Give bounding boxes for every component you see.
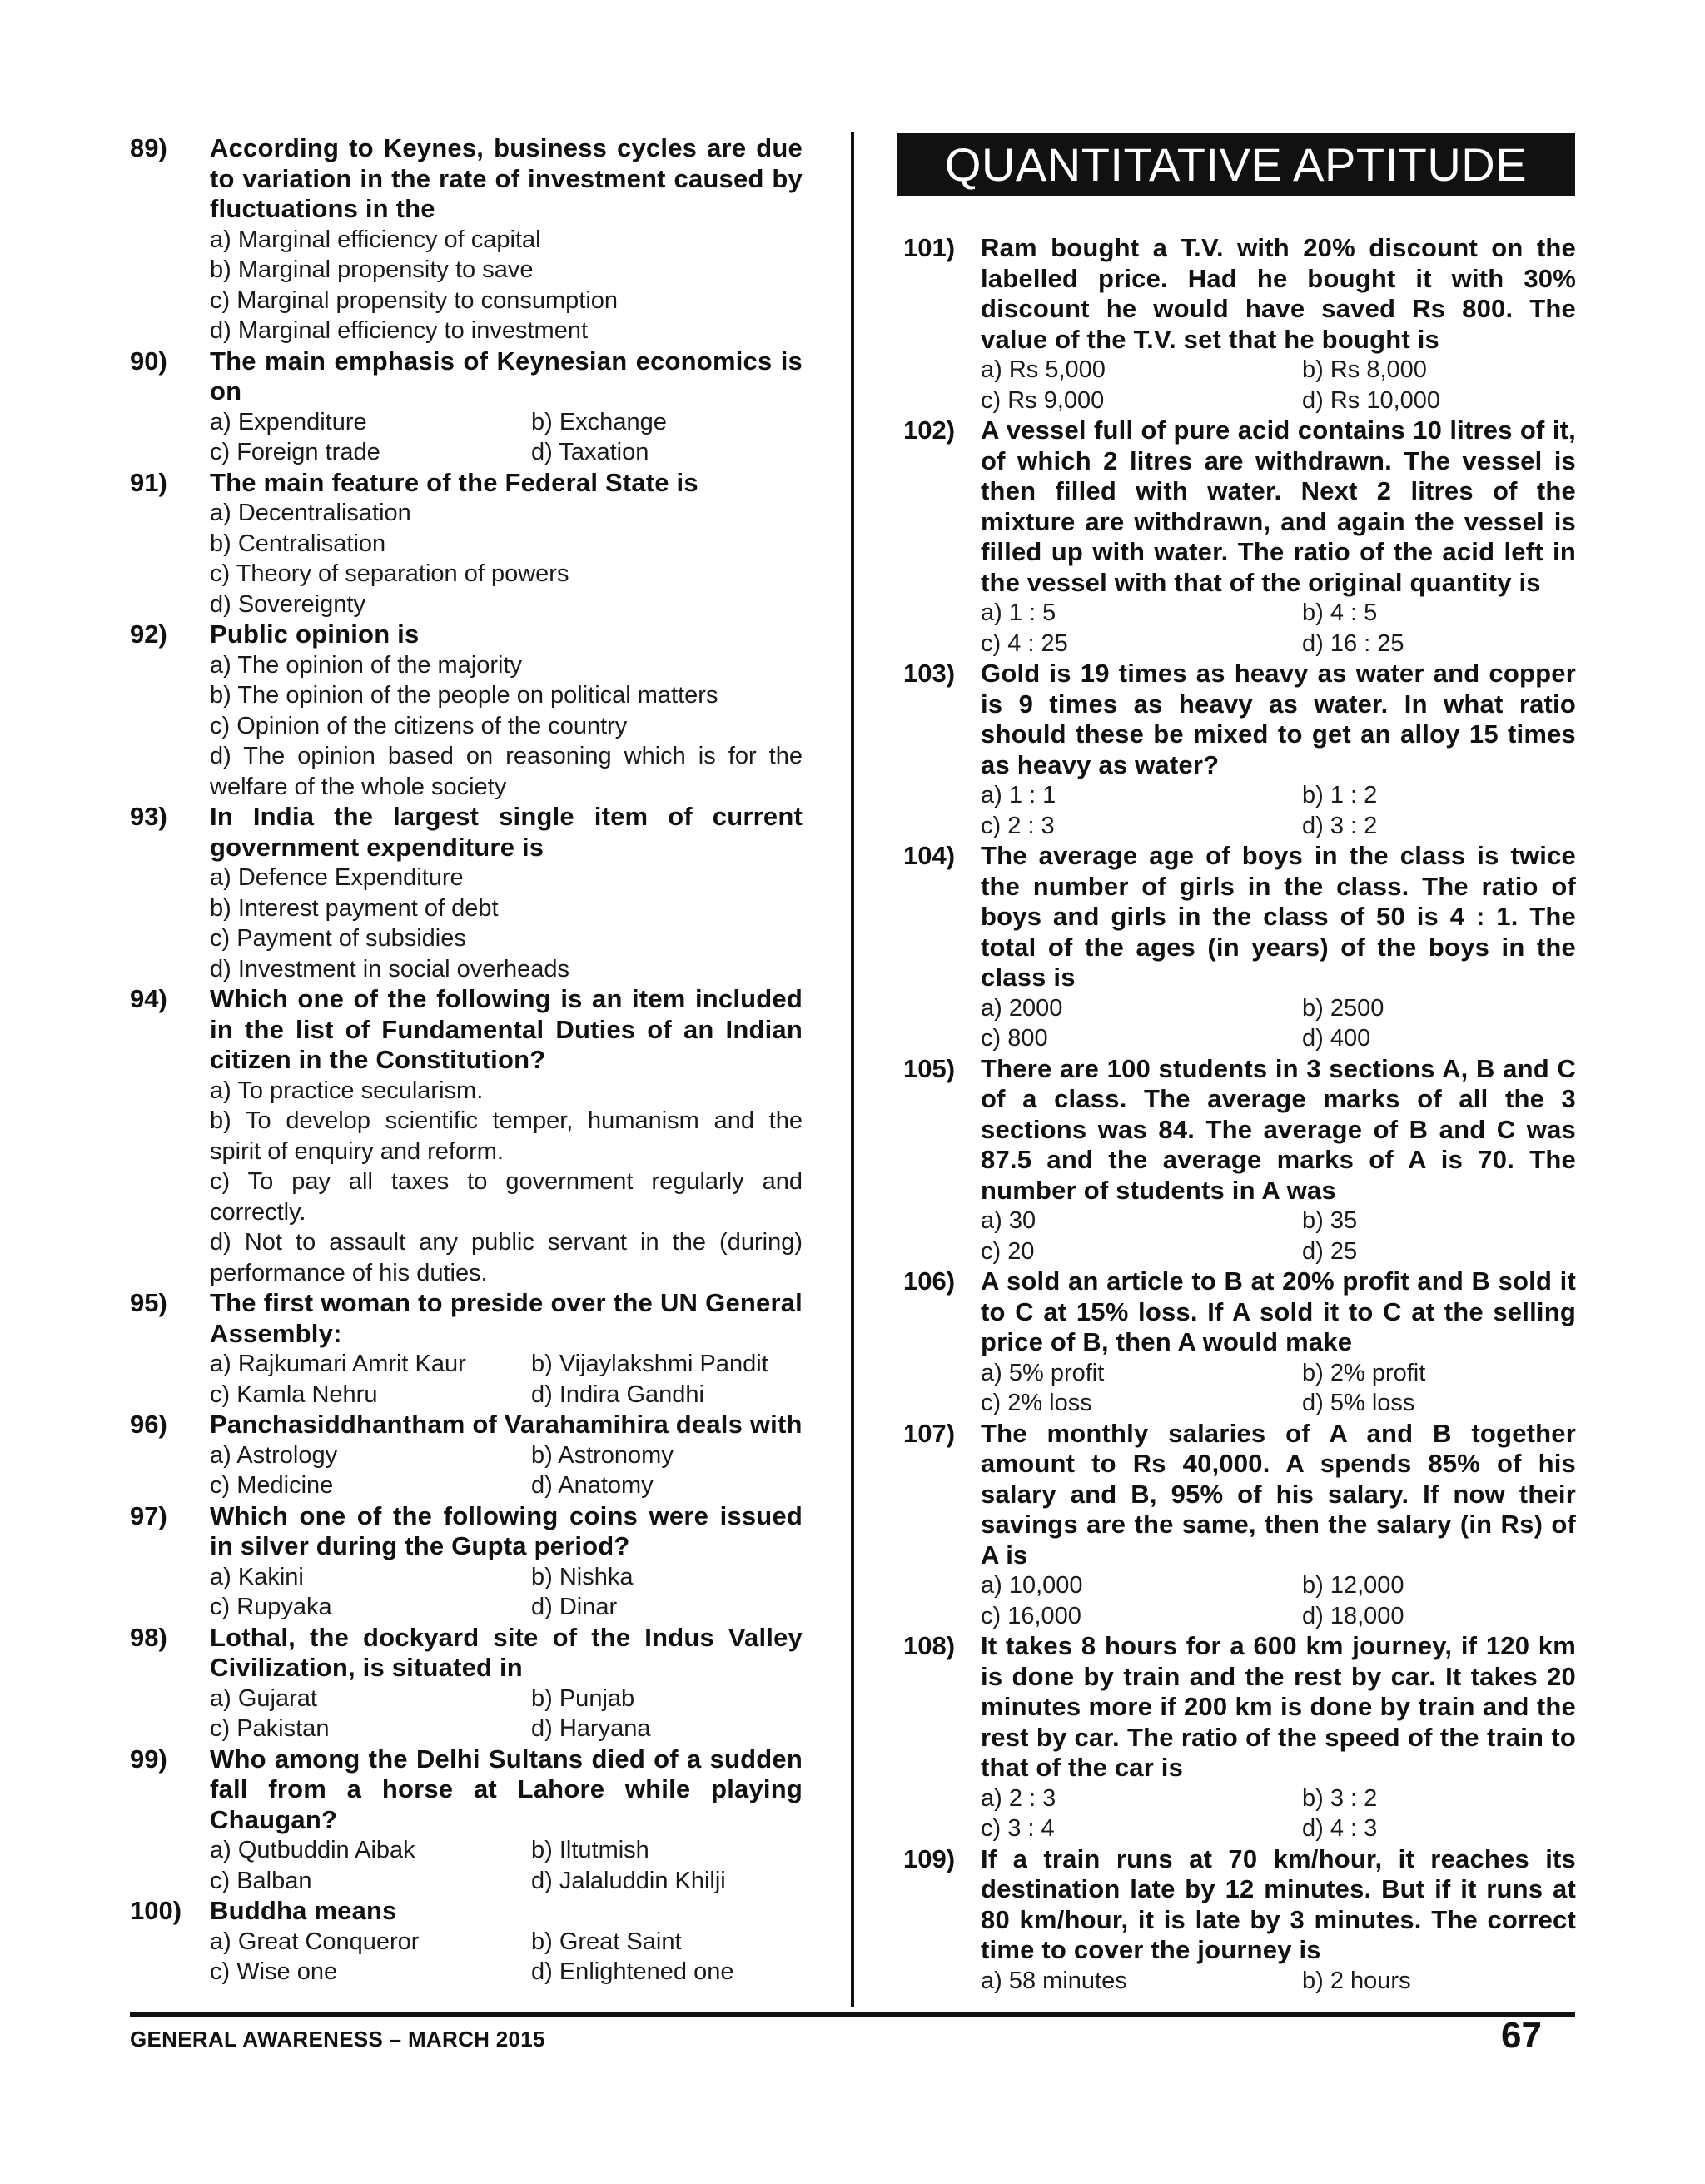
answer-option: a) To practice secularism.: [210, 1077, 484, 1104]
question-stem: Who among the Delhi Sultans died of a sudden fall from a horse at Lahore while playing Chaugan?: [210, 1744, 803, 1834]
answer-option: d) Indira Gandhi: [531, 1381, 704, 1408]
question-number: 103): [903, 659, 956, 688]
question-body: [210, 1501, 803, 1623]
question-number: 102): [903, 415, 956, 445]
answer-option: b) 2500: [1302, 994, 1384, 1022]
answer-options: [981, 780, 1576, 841]
question-stem: Lothal, the dockyard site of the Indus Valley Civilization, is situated in: [210, 1622, 803, 1682]
question-item: [130, 346, 803, 468]
answer-option: a) 58 minutes: [981, 1967, 1127, 1994]
answer-option: a) Decentralisation: [210, 500, 411, 526]
question-number: 89): [130, 133, 167, 162]
question-stem: Public opinion is: [210, 619, 420, 649]
question-number: 91): [130, 467, 167, 497]
answer-option: c) 20: [981, 1237, 1035, 1265]
answer-option: a) Rs 5,000: [981, 356, 1106, 383]
answer-option: d) Marginal efficiency to investment: [210, 317, 589, 344]
question-stem: A sold an article to B at 20% profit and B sold it to C at 15% loss. If A sold it to C at the selling price of B, then A would make: [981, 1266, 1576, 1356]
answer-option: a) Qutbuddin Aibak: [210, 1837, 415, 1863]
question-body: [210, 1288, 803, 1410]
answer-option: a) 2 : 3: [981, 1784, 1056, 1812]
answer-option: a) Expenditure: [210, 408, 367, 435]
answer-option: d) 16 : 25: [1302, 629, 1404, 657]
question-body: [210, 1744, 803, 1897]
question-body: [981, 659, 1576, 841]
question-stem: A vessel full of pure acid contains 10 litres of it, of which 2 litres are withdrawn. The vessel is then filled with water. Next 2 litres of the mixture are withdrawn, and again the vessel is filled up with water. The ratio of the acid left in the vessel with that of the original quantity is: [981, 415, 1576, 597]
answer-option: a) The opinion of the majority: [210, 651, 523, 679]
answer-option: b) Marginal propensity to save: [210, 256, 534, 283]
question-stem: The monthly salaries of A and B together amount to Rs 40,000. A spends 85% of his salary and B, 95% of his salary. If now their savings are the same, then the salary (in Rs) of A is: [981, 1418, 1576, 1570]
answer-option: a) 30: [981, 1207, 1036, 1234]
answer-option: b) Great Saint: [531, 1928, 682, 1955]
answer-option: b) 1 : 2: [1302, 782, 1378, 808]
question-stem: The main feature of the Federal State is: [210, 467, 698, 497]
answer-options: [981, 1784, 1576, 1844]
answer-option: b) 12,000: [1302, 1572, 1404, 1599]
question-number: 92): [130, 619, 167, 649]
question-number: 90): [130, 346, 167, 376]
answer-option: b) Astronomy: [531, 1441, 674, 1469]
question-stem: Which one of the following coins were issued in silver during the Gupta period?: [210, 1500, 803, 1560]
question-body: [210, 468, 803, 620]
answer-option: d) Jalaluddin Khilji: [531, 1867, 726, 1894]
question-item: [903, 415, 1576, 659]
question-stem: Gold is 19 times as heavy as water and copper is 9 times as heavy as water. In what ratio should these be mixed to get an alloy 15 times as heavy as water?: [981, 659, 1576, 779]
answer-option: a) 5% profit: [981, 1359, 1105, 1386]
question-body: [210, 984, 803, 1288]
answer-options: [210, 863, 803, 984]
question-stem: The first woman to preside over the UN General Assembly:: [210, 1288, 803, 1348]
answer-options: [210, 1684, 803, 1744]
question-number: 100): [130, 1896, 182, 1925]
question-body: [210, 1623, 803, 1744]
answer-option: c) Theory of separation of powers: [210, 560, 569, 587]
answer-option: b) Exchange: [531, 408, 667, 435]
question-stem: Which one of the following is an item included in the list of Fundamental Duties of an Indian citizen in the Constitution?: [210, 984, 803, 1074]
question-body: [210, 1410, 803, 1501]
answer-option: a) 10,000: [981, 1572, 1083, 1599]
question-number: 99): [130, 1744, 167, 1774]
footer-title: GENERAL AWARENESS – MARCH 2015: [130, 2027, 545, 2052]
page-number: 67: [1501, 2015, 1542, 2056]
question-item: [130, 802, 803, 984]
answer-option: d) Enlightened one: [531, 1958, 734, 1985]
answer-option: b) 35: [1302, 1207, 1358, 1234]
answer-option: b) Interest payment of debt: [210, 894, 499, 922]
answer-option: a) Astrology: [210, 1441, 338, 1469]
answer-option: c) Kamla Nehru: [210, 1381, 378, 1408]
answer-option: d) Investment in social overheads: [210, 955, 569, 983]
answer-option: c) Rupyaka: [210, 1594, 332, 1620]
question-body: [210, 133, 803, 346]
question-number: 108): [903, 1631, 956, 1660]
answer-option: d) Anatomy: [531, 1472, 654, 1499]
question-stem: The main emphasis of Keynesian economics is on: [210, 346, 803, 405]
answer-option: a) Rajkumari Amrit Kaur: [210, 1351, 466, 1377]
left-column: [130, 133, 803, 1987]
question-stem: There are 100 students in 3 sections A, B and C of a class. The average marks of all the 3 sections was 84. The average of B and C was 87.5 and the average marks of A is 70. The number of students in A was: [981, 1053, 1576, 1205]
question-item: [130, 468, 803, 620]
question-item: [903, 1844, 1576, 1997]
question-number: 94): [130, 984, 167, 1013]
question-stem: Buddha means: [210, 1896, 397, 1925]
answer-option: d) Dinar: [531, 1594, 618, 1620]
answer-option: c) 4 : 25: [981, 629, 1068, 657]
question-body: [210, 802, 803, 984]
question-item: [130, 1623, 803, 1744]
answer-options: [210, 1349, 803, 1410]
answer-options: [210, 1562, 803, 1623]
answer-option: a) 1 : 5: [981, 599, 1056, 626]
answer-option: a) Defence Expenditure: [210, 864, 464, 891]
answer-option: b) Centralisation: [210, 530, 386, 557]
question-stem: If a train runs at 70 km/hour, it reaches its destination late by 12 minutes. But if it runs at 80 km/hour, it is late by 3 minutes. The correct time to cover the journey is: [981, 1843, 1576, 1964]
question-body: [981, 415, 1576, 659]
question-body: [981, 1266, 1576, 1419]
answer-option: c) Opinion of the citizens of the country: [210, 712, 628, 739]
question-body: [981, 1631, 1576, 1844]
answer-option: d) The opinion based on reasoning which is for the welfare of the whole society: [210, 743, 803, 800]
question-item: [903, 1266, 1576, 1419]
question-number: 109): [903, 1843, 956, 1873]
question-item: [130, 1896, 803, 1987]
answer-options: [981, 355, 1576, 415]
answer-option: c) 2 : 3: [981, 812, 1055, 839]
question-number: 105): [903, 1053, 956, 1083]
answer-options: [210, 650, 803, 803]
question-item: [903, 233, 1576, 415]
answer-options: [210, 498, 803, 619]
answer-option: d) Taxation: [531, 439, 649, 465]
question-item: [903, 659, 1576, 841]
answer-option: c) Balban: [210, 1867, 312, 1894]
question-item: [130, 133, 803, 346]
question-item: [903, 841, 1576, 1054]
answer-option: d) Rs 10,000: [1302, 386, 1441, 414]
question-item: [130, 1288, 803, 1410]
answer-options: [210, 225, 803, 346]
answer-option: b) Rs 8,000: [1302, 356, 1427, 383]
answer-option: a) Kakini: [210, 1563, 304, 1590]
question-item: [130, 1501, 803, 1623]
answer-option: c) Rs 9,000: [981, 386, 1105, 414]
answer-option: c) Payment of subsidies: [210, 925, 466, 952]
answer-option: b) Nishka: [531, 1563, 634, 1590]
section-header: QUANTITATIVE APTITUDE: [897, 133, 1575, 196]
question-stem: In India the largest single item of current government expenditure is: [210, 802, 803, 862]
question-number: 93): [130, 802, 167, 831]
answer-option: b) Iltutmish: [531, 1837, 649, 1863]
answer-options: [210, 1076, 803, 1289]
answer-options: [981, 1570, 1576, 1631]
answer-option: c) To pay all taxes to government regularly and correctly.: [210, 1168, 803, 1226]
answer-option: b) 3 : 2: [1302, 1784, 1378, 1812]
question-item: [130, 619, 803, 802]
question-stem: Ram bought a T.V. with 20% discount on the labelled price. Had he bought it with 30% discount he would have saved Rs 800. The value of the T.V. set that he bought is: [981, 233, 1576, 354]
question-stem: It takes 8 hours for a 600 km journey, if 120 km is done by train and the rest by car. It takes 20 minutes more if 200 km is done by train and the rest by car. The ratio of the speed of the train to that of the car is: [981, 1631, 1576, 1782]
question-number: 97): [130, 1500, 167, 1530]
answer-option: c) 800: [981, 1025, 1048, 1052]
answer-option: d) 25: [1302, 1237, 1358, 1265]
answer-option: b) 2% profit: [1302, 1359, 1426, 1386]
answer-option: b) Vijaylakshmi Pandit: [531, 1351, 768, 1377]
question-number: 106): [903, 1266, 956, 1296]
question-item: [130, 984, 803, 1288]
answer-option: d) Sovereignty: [210, 590, 365, 618]
answer-option: d) 5% loss: [1302, 1390, 1415, 1416]
question-body: [210, 1896, 803, 1987]
answer-option: c) 16,000: [981, 1602, 1081, 1629]
answer-options: [210, 407, 803, 468]
question-item: [130, 1410, 803, 1501]
question-body: [981, 1844, 1576, 1997]
question-number: 101): [903, 233, 956, 262]
answer-options: [210, 1835, 803, 1896]
answer-option: c) Pakistan: [210, 1715, 330, 1742]
question-stem: Panchasiddhantham of Varahamihira deals with: [210, 1410, 803, 1439]
question-item: [903, 1631, 1576, 1844]
right-column: [903, 233, 1576, 1996]
answer-option: c) 2% loss: [981, 1390, 1092, 1416]
question-stem: The average age of boys in the class is twice the number of girls in the class. The ratio of boys and girls in the class of 50 is 4 : 1. The total of the ages (in years) of the boys in the class is: [981, 841, 1576, 992]
answer-options: [981, 1206, 1576, 1266]
answer-option: d) 3 : 2: [1302, 812, 1378, 839]
answer-option: b) 4 : 5: [1302, 599, 1378, 626]
question-item: [903, 1054, 1576, 1267]
answer-option: d) 18,000: [1302, 1602, 1404, 1629]
question-body: [981, 1054, 1576, 1267]
answer-options: [981, 1358, 1576, 1419]
answer-option: b) Punjab: [531, 1684, 635, 1712]
footer-rule: [130, 2012, 1575, 2017]
answer-options: [981, 598, 1576, 659]
answer-option: d) 4 : 3: [1302, 1815, 1378, 1842]
column-divider: [851, 132, 854, 2007]
answer-option: c) 3 : 4: [981, 1815, 1055, 1842]
answer-options: [981, 993, 1576, 1054]
answer-option: a) Marginal efficiency of capital: [210, 226, 541, 253]
answer-option: a) 1 : 1: [981, 782, 1056, 808]
answer-options: [981, 1966, 1576, 1997]
answer-option: b) The opinion of the people on political matters: [210, 682, 718, 709]
answer-option: c) Medicine: [210, 1472, 334, 1499]
question-body: [981, 1419, 1576, 1632]
question-stem: According to Keynes, business cycles are due to variation in the rate of investment caused by fluctuations in the: [210, 133, 803, 223]
answer-option: c) Wise one: [210, 1958, 338, 1985]
answer-option: a) 2000: [981, 994, 1063, 1022]
question-body: [210, 346, 803, 468]
answer-option: d) Not to assault any public servant in the (during) performance of his duties.: [210, 1229, 803, 1286]
answer-option: d) Haryana: [531, 1715, 651, 1742]
answer-option: c) Foreign trade: [210, 439, 380, 465]
answer-option: a) Gujarat: [210, 1684, 317, 1712]
answer-option: c) Marginal propensity to consumption: [210, 286, 619, 314]
question-number: 96): [130, 1410, 167, 1439]
answer-options: [210, 1927, 803, 1987]
answer-option: a) Great Conqueror: [210, 1928, 420, 1955]
question-number: 104): [903, 841, 956, 870]
question-item: [903, 1419, 1576, 1632]
question-body: [981, 233, 1576, 415]
question-number: 107): [903, 1418, 956, 1448]
answer-option: d) 400: [1302, 1025, 1371, 1052]
answer-options: [210, 1440, 803, 1501]
answer-option: b) To develop scientific temper, humanism and the spirit of enquiry and reform.: [210, 1107, 803, 1165]
question-body: [210, 619, 803, 802]
answer-option: b) 2 hours: [1302, 1967, 1411, 1994]
question-body: [981, 841, 1576, 1054]
question-number: 95): [130, 1288, 167, 1317]
question-item: [130, 1744, 803, 1897]
question-number: 98): [130, 1622, 167, 1652]
